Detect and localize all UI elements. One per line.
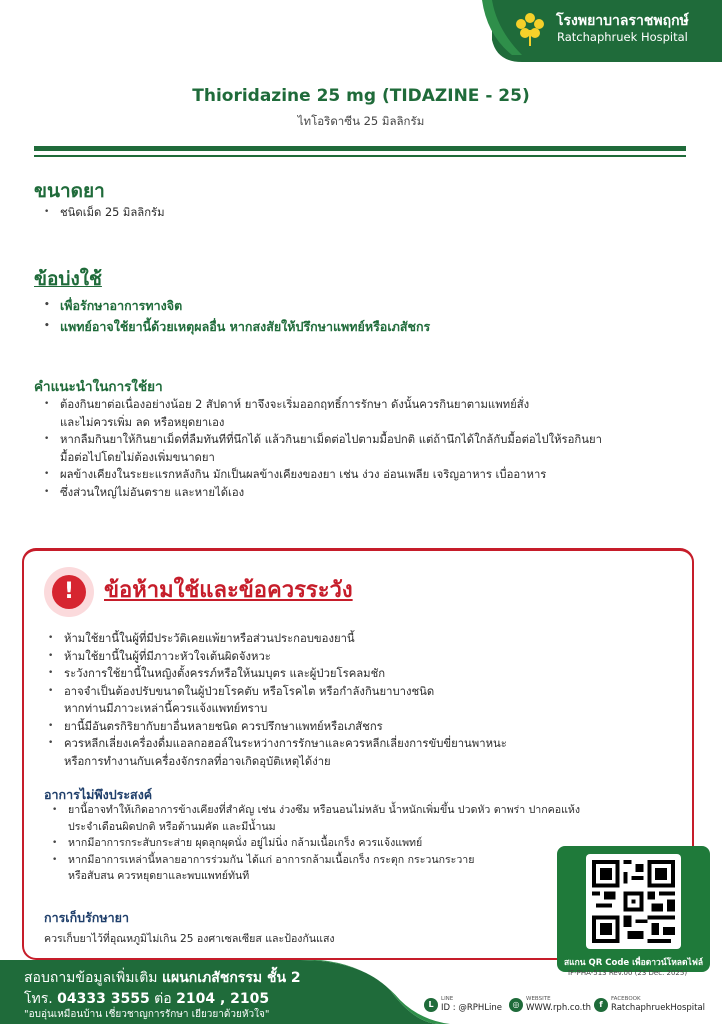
globe-icon: ◎ [509, 998, 523, 1012]
divider [34, 155, 686, 157]
hospital-name-th: โรงพยาบาลราชพฤกษ์ [556, 13, 689, 29]
web-url: WWW.rph.co.th [526, 1003, 592, 1013]
fb-caption: FACEBOOK [611, 996, 641, 1002]
facebook-icon: f [594, 998, 608, 1012]
web-caption: WEBSITE [526, 996, 551, 1002]
exclamation-icon: ! [52, 575, 86, 609]
list-item: • ต้องกินยาต่อเนื่องอย่างน้อย 2 สัปดาห์ ยาจึงจะเริ่มออกฤทธิ์การรักษา ดังนั้นควรกินยาตามแพทย์สั่ง [44, 396, 684, 414]
line-caption: LINE [441, 996, 454, 1002]
facebook-link[interactable] [594, 992, 705, 1018]
indications-heading: ข้อบ่งใช้ [34, 268, 102, 290]
storage-text: ควรเก็บยาไว้ที่อุณหภูมิไม่เกิน 25 องศาเซลเซียส และป้องกันแสง [44, 933, 335, 945]
list-item: • ยานี้อาจทำให้เกิดอาการข้างเคียงที่สำคัญ เช่น ง่วงซึม หรือนอนไม่หลับ น้ำหนักเพิ่มขึ้น ปวดหัว ตาพร่า ปากคอแห้ง [52, 802, 672, 819]
qr-code-icon [592, 860, 675, 943]
qr-caption: สแกน QR Code เพื่อดาวน์โหลดไฟล์ [563, 958, 704, 968]
list-item: • ผลข้างเคียงในระยะแรกหลังกิน มักเป็นผลข้างเคียงของยา เช่น ง่วง อ่อนเพลีย เจริญอาหาร เบื่ออาหาร [44, 466, 684, 484]
drug-subtitle: ไทโอริดาซีน 25 มิลลิกรัม [297, 114, 425, 128]
warnings-list [48, 630, 668, 770]
footer-slogan: "อบอุ่นเหมือนบ้าน เชี่ยวชาญการรักษา เยียวยาด้วยหัวใจ" [24, 1009, 270, 1020]
document-code: IF-PHA-513 Rev.00 (23 Dec. 2025) [568, 969, 688, 977]
indications-list [44, 295, 430, 337]
list-item: • อาจจำเป็นต้องปรับขนาดในผู้ป่วยโรคตับ หรือโรคไต หรือกำลังกินยาบางชนิด [48, 683, 668, 701]
list-item-continued: ประจำเดือนผิดปกติ หรือต้านมคัด และมีน้ำนม [68, 820, 276, 833]
fb-name: RatchaphruekHospital [611, 1003, 706, 1013]
list-item: • หากลืมกินยาให้กินยาเม็ดที่ลืมทันทีที่นึกได้ แล้วกินยาเม็ดต่อไปตามมื้อปกติ แต่ถ้านึกได้ใกล้กับมื้อต่อไปให้รอกินยา [44, 431, 684, 449]
list-item: • ควรหลีกเลี่ยงเครื่องดื่มแอลกอฮอล์ในระหว่างการรักษาและควรหลีกเลี่ยงการขับขี่ยานพาหนะ [48, 735, 668, 753]
list-item: • เพื่อรักษาอาการทางจิต [44, 295, 430, 316]
side-effects-heading: อาการไม่พึงประสงค์ [44, 787, 153, 802]
list-item: • ระวังการใช้ยานี้ในหญิงตั้งครรภ์หรือให้นมบุตร และผู้ป่วยโรคลมชัก [48, 665, 668, 683]
usage-heading: คำแนะนำในการใช้ยา [34, 379, 163, 395]
list-item-continued: หรือการทำงานกับเครื่องจักรกลที่อาจเกิดอุบัติเหตุได้ง่าย [64, 754, 331, 768]
usage-list [44, 396, 684, 501]
dosage-list [44, 204, 165, 222]
divider [34, 146, 686, 151]
list-item: • ห้ามใช้ยานี้ในผู้ที่มีภาวะหัวใจเต้นผิดจังหวะ [48, 648, 668, 666]
contact-dept: แผนกเภสัชกรรม ชั้น 2 [162, 970, 301, 986]
list-item-continued: และไม่ควรเพิ่ม ลด หรือหยุดยาเอง [60, 415, 225, 429]
phone-ext-prefix: ต่อ [154, 991, 172, 1007]
list-item-continued: มื้อต่อไปโดยไม่ต้องเพิ่มขนาดยา [60, 450, 215, 464]
line-contact[interactable] [424, 992, 502, 1018]
drug-title: Thioridazine 25 mg (TIDAZINE - 25) [192, 86, 530, 106]
website-link[interactable] [509, 992, 591, 1018]
list-item: • หากมีอาการกระสับกระส่าย ผุดลุกผุดนั่ง อยู่ไม่นิ่ง กล้ามเนื้อเกร็ง ควรแจ้งแพทย์ [52, 835, 672, 852]
storage-heading: การเก็บรักษายา [44, 910, 129, 925]
list-item: • หากมีอาการเหล่านี้หลายอาการร่วมกัน ได้แก่ อาการกล้ามเนื้อเกร็ง กระตุก กระวนกระวาย [52, 852, 672, 869]
phone-ext: 2104 , 2105 [176, 991, 270, 1007]
phone-number[interactable]: 04333 3555 [57, 991, 150, 1007]
line-id: ID : @RPHLine [441, 1003, 502, 1013]
list-item: • ห้ามใช้ยานี้ในผู้ที่มีประวัติเคยแพ้ยาหรือส่วนประกอบของยานี้ [48, 630, 668, 648]
list-item-continued: หรือสับสน ควรหยุดยาและพบแพทย์ทันที [68, 870, 250, 882]
contact-prefix: สอบถามข้อมูลเพิ่มเติม [24, 970, 158, 986]
footer-contact [24, 967, 301, 989]
line-icon: L [424, 998, 438, 1012]
qr-card[interactable] [557, 846, 710, 972]
list-item-continued: หากท่านมีภาวะเหล่านี้ควรแจ้งแพทย์ทราบ [64, 702, 268, 715]
warning-badge [44, 567, 94, 617]
dosage-heading: ขนาดยา [34, 180, 105, 202]
list-item: • แพทย์อาจใช้ยานี้ด้วยเหตุผลอื่น หากสงสัยให้ปรึกษาแพทย์หรือเภสัชกร [44, 316, 430, 337]
list-item: • ยานี้มีอันตรกิริยากับยาอื่นหลายชนิด ควรปรึกษาแพทย์หรือเภสัชกร [48, 718, 668, 736]
hospital-name-en: Ratchaphruek Hospital [557, 30, 688, 44]
phone-prefix: โทร. [24, 991, 53, 1007]
list-item: • ชนิดเม็ด 25 มิลลิกรัม [44, 204, 165, 222]
warnings-heading: ข้อห้ามใช้และข้อควรระวัง [104, 578, 353, 603]
hospital-logo-icon [510, 8, 550, 48]
list-item: • ซึ่งส่วนใหญ่ไม่อันตราย และหายได้เอง [44, 484, 684, 502]
qr-code[interactable] [586, 854, 681, 949]
